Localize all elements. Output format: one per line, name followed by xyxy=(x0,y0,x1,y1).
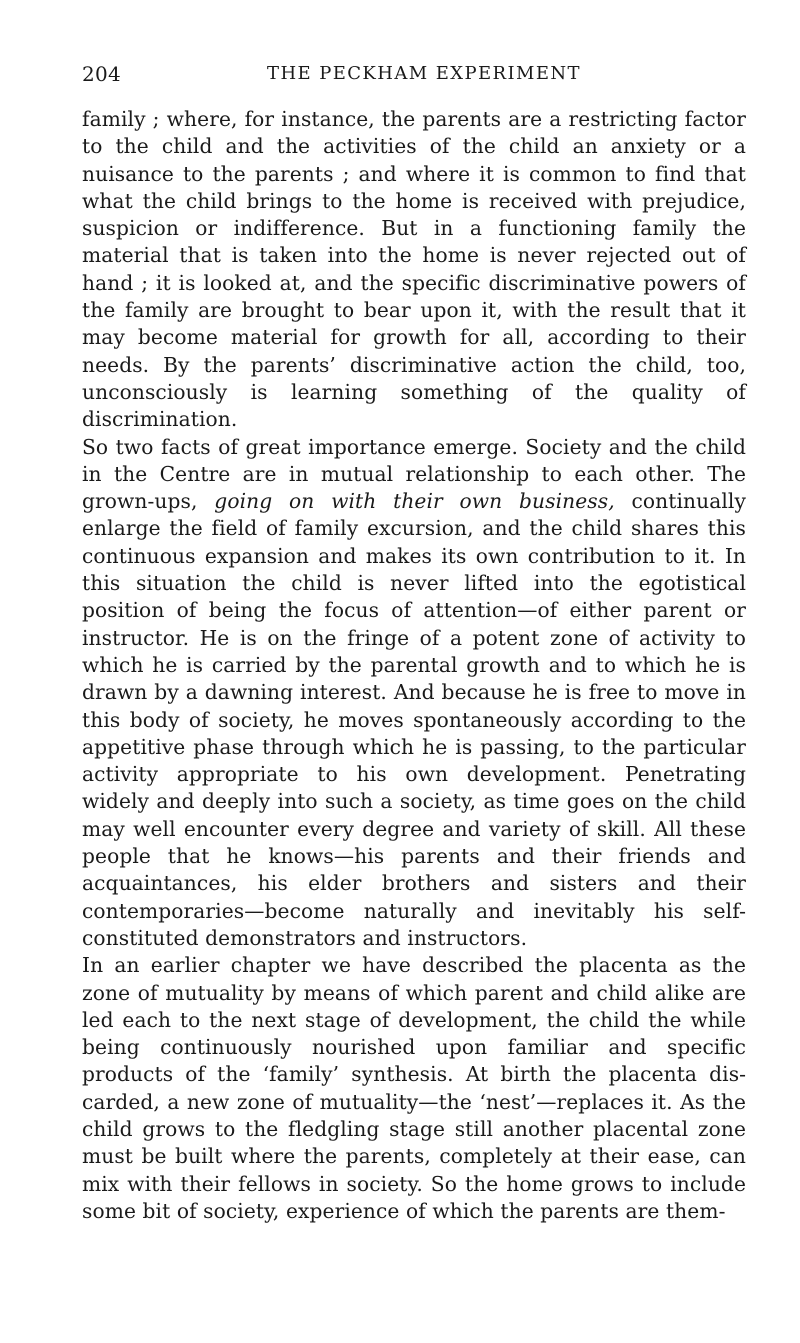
paragraph-3-text: In an earlier chapter we have described the placenta as the zone of mutuality by means of which parent and child alike are led each to the next stage of development, the child the while being continuously nourished upon familiar and specific products of the ‘family’ synthesis. At birth the placenta discarded, a new zone of mutuality—the ‘nest’—replaces it. As the child grows to the fledgling stage still another placental zone must be built where the parents, completely at their ease, can mix with their fellows in society. So the home grows to include some bit of society, experience of which the parents are them- xyxy=(82,953,746,1223)
paragraph-2-text-start: So two facts of great importance emerge. Society and the child in the Centre are in mutual relationship to each other. The grown-ups, xyxy=(82,434,746,514)
body-text xyxy=(82,106,746,1225)
paragraph-3 xyxy=(82,952,746,1225)
page-number: 204 xyxy=(82,62,122,86)
book-page xyxy=(82,62,746,1225)
paragraph-1 xyxy=(82,106,746,434)
paragraph-2-text-end: continually enlarge the field of family excursion, and the child shares this continuous expansion and makes its own contribution to it. In this situation the child is never lifted into the egotistical position of being the focus of attention—of either parent or instructor. He is on the fringe of a potent zone of activity to which he is carried by the parental growth and to which he is drawn by a dawning interest. And because he is free to move in this body of society, he moves spontaneously according to the appetitive phase through which he is passing, to the particular activity appropriate to his own development. Penetrating widely and deeply into such a society, as time goes on the child may well encounter every degree and variety of skill. All these people that he knows—his parents and their friends and acquaintances, his elder brothers and sisters and their contemporaries—become naturally and inevitably his self-constituted demonstrators and instructors. xyxy=(82,489,746,950)
running-head xyxy=(82,62,746,88)
paragraph-2 xyxy=(82,434,746,953)
running-title: THE PECKHAM EXPERIMENT xyxy=(267,63,581,84)
paragraph-2-italic-phrase: going on with their own business, xyxy=(214,489,615,514)
paragraph-1-text: family ; where, for instance, the parents are a restricting factor to the child and the activities of the child an anxiety or a nuisance to the parents ; and where it is common to find that what the child brings to the home is received with prejudice, suspicion or indifference. But in a functioning family the material that is taken into the home is never rejected out of hand ; it is looked at, and the specific discriminative powers of the family are brought to bear upon it, with the result that it may become material for growth for all, according to their needs. By the parents’ discriminative action the child, too, unconsciously is learning something of the quality of discrimination. xyxy=(82,107,746,432)
